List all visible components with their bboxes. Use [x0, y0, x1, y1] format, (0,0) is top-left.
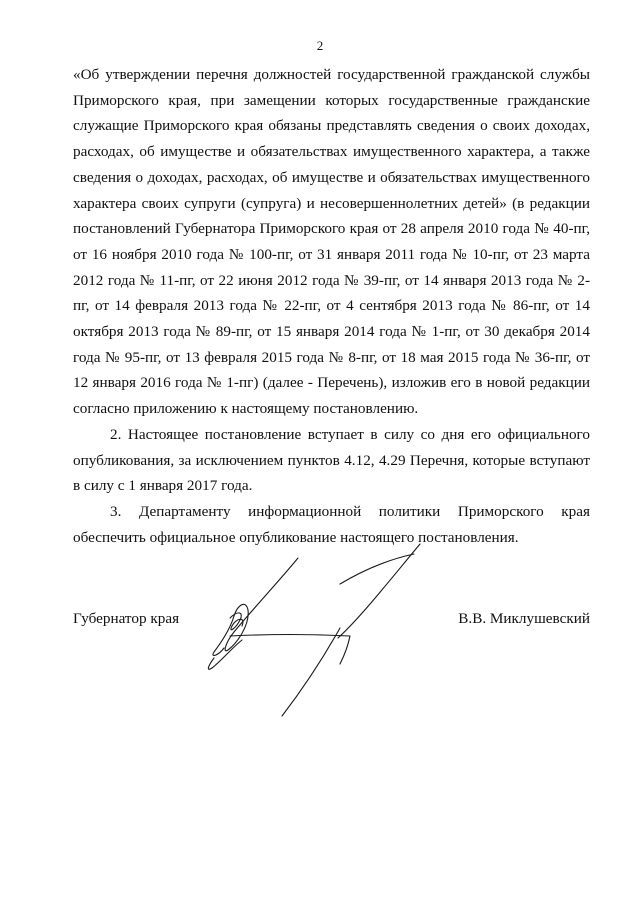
document-body [73, 62, 590, 550]
paragraph-item-3: 3. Департаменту информационной политики Приморского края обеспечить официальное опубликование настоящего постановления. [73, 502, 590, 546]
paragraph-continuation: «Об утверждении перечня должностей государственной гражданской службы Приморского края, при замещении которых государственные гражданские служащие Приморского края обязаны представлять сведения о своих доходах, расходах, об имуществе и обязательствах имущественного характера, а также сведения о доходах, расходах, об имуществе и обязательствах имущественного характера своих супруги (супруга) и несовершеннолетних детей» (в редакции постановлений Губернатора Приморского края от 28 апреля 2010 года № 40-пг, от 16 ноября 2010 года № 100-пг, от 31 января 2011 года № 10-пг, от 23 марта 2012 года № 11-пг, от 22 июня 2012 года № 39-пг, от 14 января 2013 года № 2-пг, от 14 февраля 2013 года № 22-пг, от 4 сентября 2013 года № 86-пг, от 14 октября 2013 года № 89-пг, от 15 января 2014 года № 1-пг, от 30 декабря 2014 года № 95-пг, от 13 февраля 2015 года № 8-пг, от 18 мая 2015 года № 36-пг, от 12 января 2016 года № 1-пг) (далее - Перечень), изложив его в новой редакции согласно приложению к настоящему постановлению. [73, 66, 590, 418]
signatory-position: Губернатор края [73, 610, 180, 627]
page-number: 2 [316, 38, 324, 53]
handwritten-signature-icon [190, 540, 450, 720]
paragraph-item-2: 2. Настоящее постановление вступает в силу со дня его официального опубликования, за исключением пунктов 4.12, 4.29 Перечня, которые вступают в силу с 1 января 2017 года. [73, 425, 590, 495]
signatory-name: В.В. Миклушевский [458, 610, 590, 627]
